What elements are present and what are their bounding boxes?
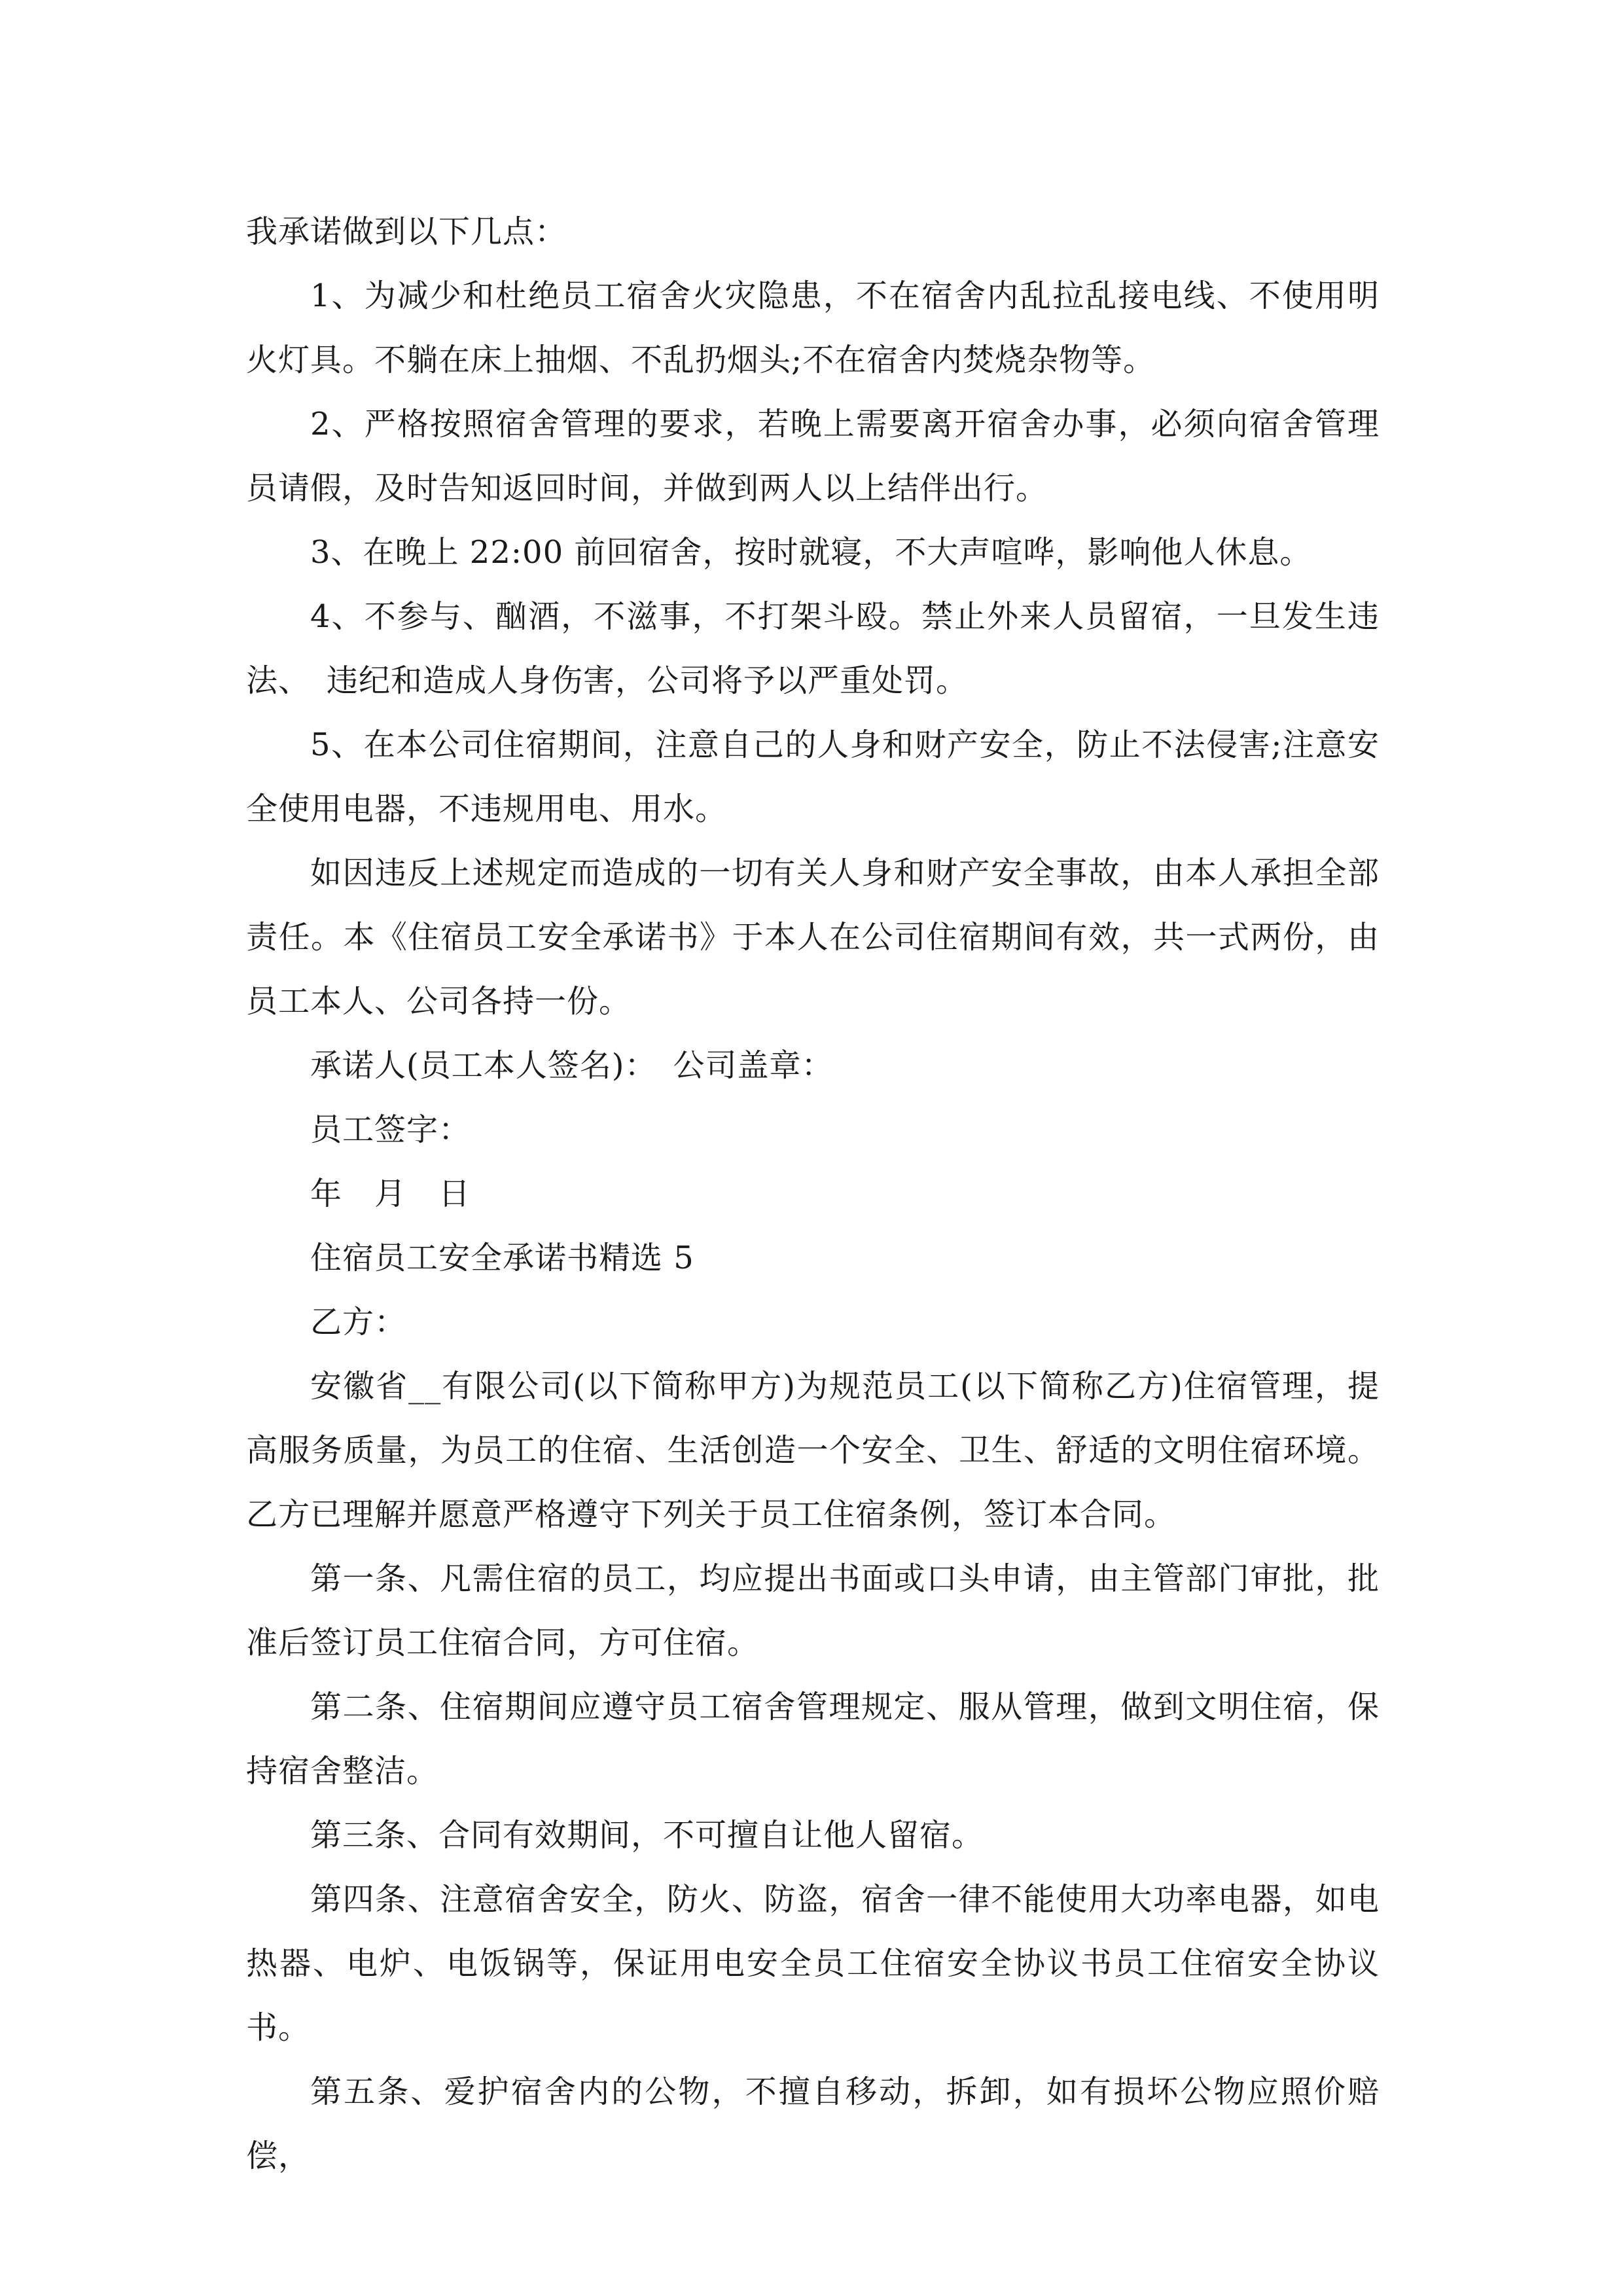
- paragraph-item-4: 4、不参与、酗酒，不滋事，不打架斗殴。禁止外来人员留宿，一旦发生违法、 违纪和造成人身伤害，公司将予以严重处罚。: [246, 598, 1380, 699]
- paragraph-item-3: 3、在晚上 22:00 前回宿舍，按时就寝，不大声喧哗，影响他人休息。: [310, 534, 1312, 571]
- paragraph-date: 年 月 日: [310, 1175, 471, 1212]
- document-body: [246, 200, 1380, 2188]
- paragraph-party-b: 乙方：: [310, 1304, 407, 1340]
- paragraph-item-2: 2、严格按照宿舍管理的要求，若晚上需要离开宿舍办事，必须向宿舍管理员请假，及时告知返回时间，并做到两人以上结伴出行。: [246, 406, 1380, 507]
- paragraph-employee-signature: 员工签字：: [310, 1111, 471, 1148]
- paragraph-item-5: 5、在本公司住宿期间，注意自己的人身和财产安全，防止不法侵害;注意安全使用电器，不违规用电、用水。: [246, 726, 1380, 827]
- paragraph-signer: 承诺人(员工本人签名)： 公司盖章：: [310, 1047, 834, 1084]
- paragraph-article-1: 第一条、凡需住宿的员工，均应提出书面或口头申请，由主管部门审批，批准后签订员工住宿合同，方可住宿。: [246, 1560, 1380, 1661]
- paragraph-intro: 我承诺做到以下几点：: [246, 213, 567, 250]
- paragraph-liability: 如因违反上述规定而造成的一切有关人身和财产安全事故，由本人承担全部责任。本《住宿员工安全承诺书》于本人在公司住宿期间有效，共一式两份，由员工本人、公司各持一份。: [246, 855, 1380, 1020]
- paragraph-article-5: 第五条、爱护宿舍内的公物，不擅自移动，拆卸，如有损坏公物应照价赔偿，: [246, 2073, 1380, 2174]
- paragraph-article-4: 第四条、注意宿舍安全，防火、防盗，宿舍一律不能使用大功率电器，如电热器、电炉、电饭锅等，保证用电安全员工住宿安全协议书员工住宿安全协议书。: [246, 1881, 1380, 2046]
- paragraph-preamble: 安徽省__有限公司(以下简称甲方)为规范员工(以下简称乙方)住宿管理，提高服务质量，为员工的住宿、生活创造一个安全、卫生、舒适的文明住宿环境。乙方已理解并愿意严格遵守下列关于员工住宿条例，签订本合同。: [246, 1368, 1380, 1533]
- section-title: 住宿员工安全承诺书精选 5: [310, 1240, 694, 1276]
- paragraph-article-2: 第二条、住宿期间应遵守员工宿舍管理规定、服从管理，做到文明住宿，保持宿舍整洁。: [246, 1689, 1380, 1789]
- paragraph-item-1: 1、为减少和杜绝员工宿舍火灾隐患，不在宿舍内乱拉乱接电线、不使用明火灯具。不躺在床上抽烟、不乱扔烟头;不在宿舍内焚烧杂物等。: [246, 278, 1380, 378]
- paragraph-article-3: 第三条、合同有效期间，不可擅自让他人留宿。: [310, 1817, 984, 1854]
